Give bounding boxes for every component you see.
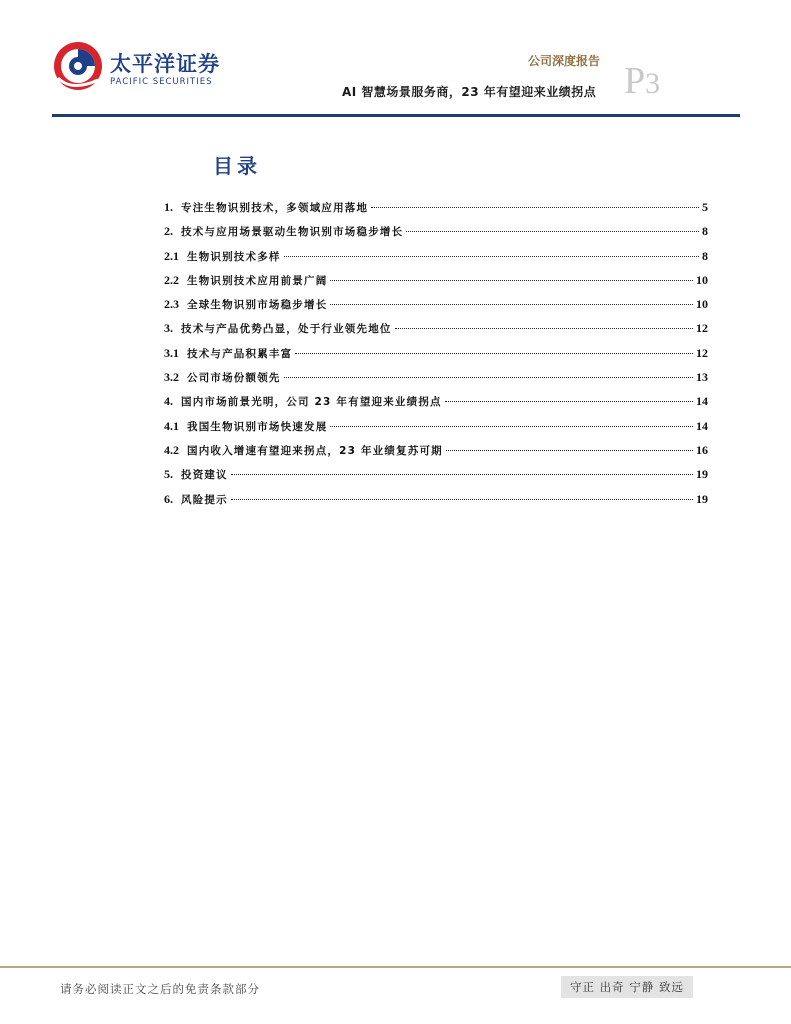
toc-entry-title: 技术与应用场景驱动生物识别市场稳步增长 [181, 226, 404, 239]
toc-entry[interactable] [164, 321, 708, 345]
toc-leader-dots [446, 450, 693, 451]
toc-leader-dots [406, 231, 699, 232]
table-of-contents [164, 200, 708, 516]
footer-motto: 守正 出奇 宁静 致远 [561, 976, 693, 998]
toc-entry-page: 8 [702, 224, 708, 239]
toc-leader-dots [231, 474, 693, 475]
toc-entry-title: 国内收入增速有望迎来拐点，23 年业绩复苏可期 [187, 444, 443, 457]
toc-leader-dots [330, 426, 693, 427]
toc-entry-title: 投资建议 [181, 469, 228, 482]
toc-entry-number: 3.1 [164, 345, 179, 360]
toc-entry-page: 5 [702, 200, 708, 214]
toc-entry[interactable] [164, 346, 708, 370]
toc-leader-dots [395, 328, 693, 329]
company-logo [52, 40, 220, 92]
toc-entry[interactable] [164, 492, 708, 516]
toc-entry[interactable] [164, 297, 708, 321]
toc-leader-dots [284, 256, 699, 257]
toc-entry-number: 6. [164, 491, 173, 506]
toc-entry[interactable] [164, 419, 708, 443]
toc-leader-dots [445, 401, 693, 402]
report-title: AI 智慧场景服务商，23 年有望迎来业绩拐点 [342, 85, 597, 99]
toc-entry-page: 12 [696, 321, 708, 336]
toc-entry-page: 8 [702, 248, 708, 263]
toc-entry-title: 技术与产品积累丰富 [187, 347, 293, 360]
toc-entry-page: 14 [696, 394, 708, 409]
toc-entry[interactable] [164, 370, 708, 394]
toc-entry-page: 12 [696, 345, 708, 360]
toc-leader-dots [284, 377, 693, 378]
toc-entry-number: 3. [164, 321, 173, 336]
page-number [624, 62, 660, 100]
page-digit: 3 [645, 67, 661, 100]
toc-entry-number: 3.2 [164, 370, 179, 385]
toc-entry-title: 风险提示 [181, 493, 228, 506]
toc-entry[interactable] [164, 273, 708, 297]
toc-entry-number: 4. [164, 394, 173, 409]
toc-leader-dots [330, 304, 693, 305]
toc-entry-page: 19 [696, 491, 708, 506]
toc-entry-number: 2.3 [164, 297, 179, 312]
toc-entry-number: 2.1 [164, 248, 179, 263]
toc-entry[interactable] [164, 467, 708, 491]
footer-disclaimer: 请务必阅读正文之后的免责条款部分 [60, 982, 260, 996]
toc-entry[interactable] [164, 249, 708, 273]
toc-entry-number: 4.2 [164, 442, 179, 457]
toc-entry-title: 公司市场份额领先 [187, 372, 281, 385]
toc-entry-title: 技术与产品优势凸显，处于行业领先地位 [181, 323, 392, 336]
toc-entry-title: 生物识别技术应用前景广阔 [187, 274, 328, 287]
toc-entry-title: 全球生物识别市场稳步增长 [187, 299, 328, 312]
logo-english-name: PACIFIC SECURITIES [110, 77, 213, 87]
toc-entry-number: 5. [164, 467, 173, 482]
toc-leader-dots [231, 499, 693, 500]
toc-entry-number: 2. [164, 224, 173, 239]
toc-leader-dots [295, 353, 693, 354]
header-divider [52, 114, 740, 117]
toc-entry-title: 国内市场前景光明，公司 23 年有望迎来业绩拐点 [181, 396, 442, 409]
toc-entry[interactable] [164, 200, 708, 224]
toc-entry-number: 2.2 [164, 272, 179, 287]
toc-leader-dots [371, 207, 699, 208]
toc-entry-page: 13 [696, 370, 708, 385]
toc-entry[interactable] [164, 224, 708, 248]
toc-entry[interactable] [164, 394, 708, 418]
footer-divider [0, 966, 791, 968]
logo-chinese-name: 太平洋证券 [110, 52, 220, 76]
toc-title: 目录 [213, 154, 261, 178]
toc-entry[interactable] [164, 443, 708, 467]
toc-entry-page: 10 [696, 272, 708, 287]
toc-entry-number: 4.1 [164, 418, 179, 433]
toc-entry-title: 生物识别技术多样 [187, 250, 281, 263]
page-letter: P [624, 60, 646, 102]
toc-entry-title: 专注生物识别技术，多领域应用落地 [181, 202, 369, 214]
toc-leader-dots [330, 280, 693, 281]
toc-entry-page: 16 [696, 442, 708, 457]
pacific-securities-logo-icon [52, 40, 104, 92]
toc-entry-page: 14 [696, 418, 708, 433]
toc-entry-page: 19 [696, 467, 708, 482]
toc-entry-title: 我国生物识别市场快速发展 [187, 420, 328, 433]
toc-entry-number: 1. [164, 200, 173, 214]
toc-entry-page: 10 [696, 297, 708, 312]
report-type: 公司深度报告 [528, 54, 601, 68]
